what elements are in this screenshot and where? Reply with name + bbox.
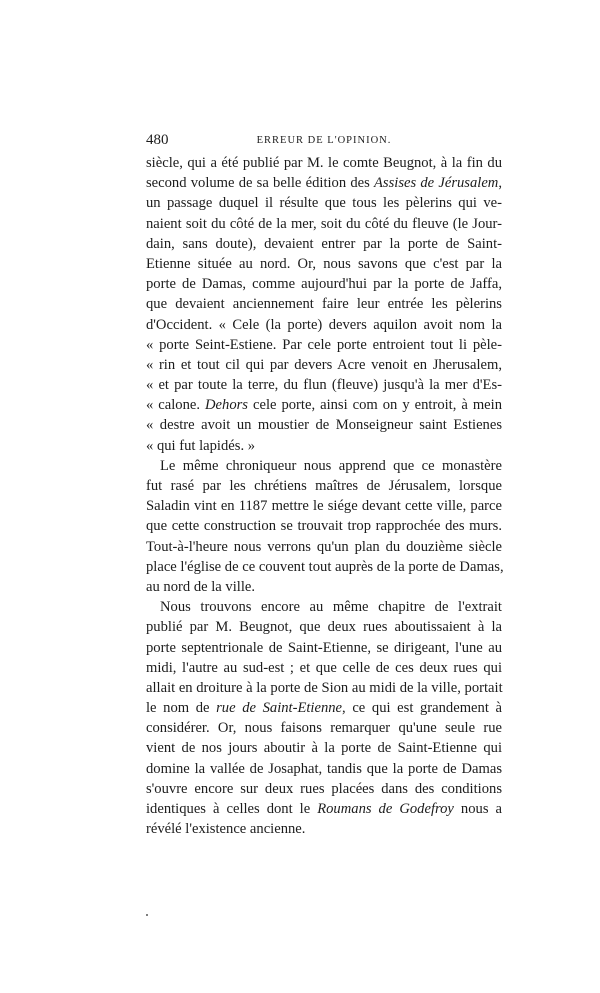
text-line: second volume de sa belle édition des Assises de Jérusalem, [146,175,502,192]
text-line: « calone. Dehors cele porte, ainsi com on y entroit, à mein [146,397,503,414]
text-line: dain, sans doute), devaient entrer par la porte de Saint- [146,235,502,252]
paragraph [146,153,502,456]
text-line: d'Occident. « Cele (la porte) devers aquilon avoit nom la [146,316,502,333]
running-head [146,130,502,150]
text-line: porte septentrionale de Saint-Etienne, se dirigeant, l'une au [146,639,502,656]
text-line: siècle, qui a été publié par M. le comte Beugnot, à la fin du [146,155,502,171]
text-line: porte de Damas, comme aujourd'hui par la porte de Jaffa, [146,276,502,293]
text-line: publié par M. Beugnot, que deux rues aboutissaient à la [146,619,502,636]
text-line: Tout-à-l'heure nous verrons qu'un plan du douzième siècle [146,538,502,555]
text-line: considérer. Or, nous faisons remarquer qu'une seule rue [146,720,502,737]
text-line: que cette construction se trouvait trop rapprochée des murs. [146,518,502,535]
text-line: un passage duquel il résulte que tous les pèlerins qui ve- [146,195,502,212]
text-line: allait en droiture à la porte de Sion au midi de la ville, portait [146,679,503,696]
text-line: « et par toute la terre, du flun (fleuve) jusqu'à la mer d'Es- [146,377,502,394]
text-line: identiques à celles dont le Roumans de Godefroy nous a [146,801,502,817]
text-line: Saladin vint en 1187 mettre le siége devant cette ville, parce [146,498,502,515]
text-line: fut rasé par les chrétiens maîtres de Jérusalem, lorsque [146,478,502,494]
text-line: Nous trouvons encore au même chapitre de l'extrait [160,599,502,616]
text-line: midi, l'autre au sud-est ; et que celle de ces deux rues qui [146,659,502,676]
text-line: place l'église de ce couvent tout auprès de la porte de Damas, [146,558,504,575]
text-line: le nom de rue de Saint-Etienne, ce qui est grandement à [146,700,502,717]
body-text [146,153,502,839]
text-line: « porte Seint-Estiene. Par cele porte entroient tout li pèle- [146,336,502,353]
text-line: « qui fut lapidés. » [146,437,256,454]
text-line: que devaient anciennement faire leur entrée les pèlerins [146,296,502,313]
text-line: Le même chroniqueur nous apprend que ce monastère [160,457,502,474]
text-line: s'ouvre encore sur deux rues placées dans des conditions [146,780,502,797]
text-line: révélé l'existence ancienne. [146,821,306,838]
text-line: « rin et tout cil qui par devers Acre venoit en Jherusalem, [146,356,502,373]
running-title: ERREUR DE L'OPINION. [256,135,392,146]
paragraph [146,597,502,839]
text-line: « destre avoit un moustier de Monseigneur saint Estienes [146,417,502,434]
page-speck [146,914,148,916]
page-number: 480 [146,132,169,148]
paragraph [146,456,502,597]
text-line: Etienne située au nord. Or, nous savons que c'est par la [146,255,502,272]
text-line: domine la vallée de Josaphat, tandis que la porte de Damas [146,760,502,777]
text-line: naient soit du côté de la mer, soit du côté du fleuve (le Jour- [146,215,502,232]
text-line: vient de nos jours aboutir à la porte de Saint-Etienne qui [146,740,502,757]
text-line: au nord de la ville. [146,578,256,595]
